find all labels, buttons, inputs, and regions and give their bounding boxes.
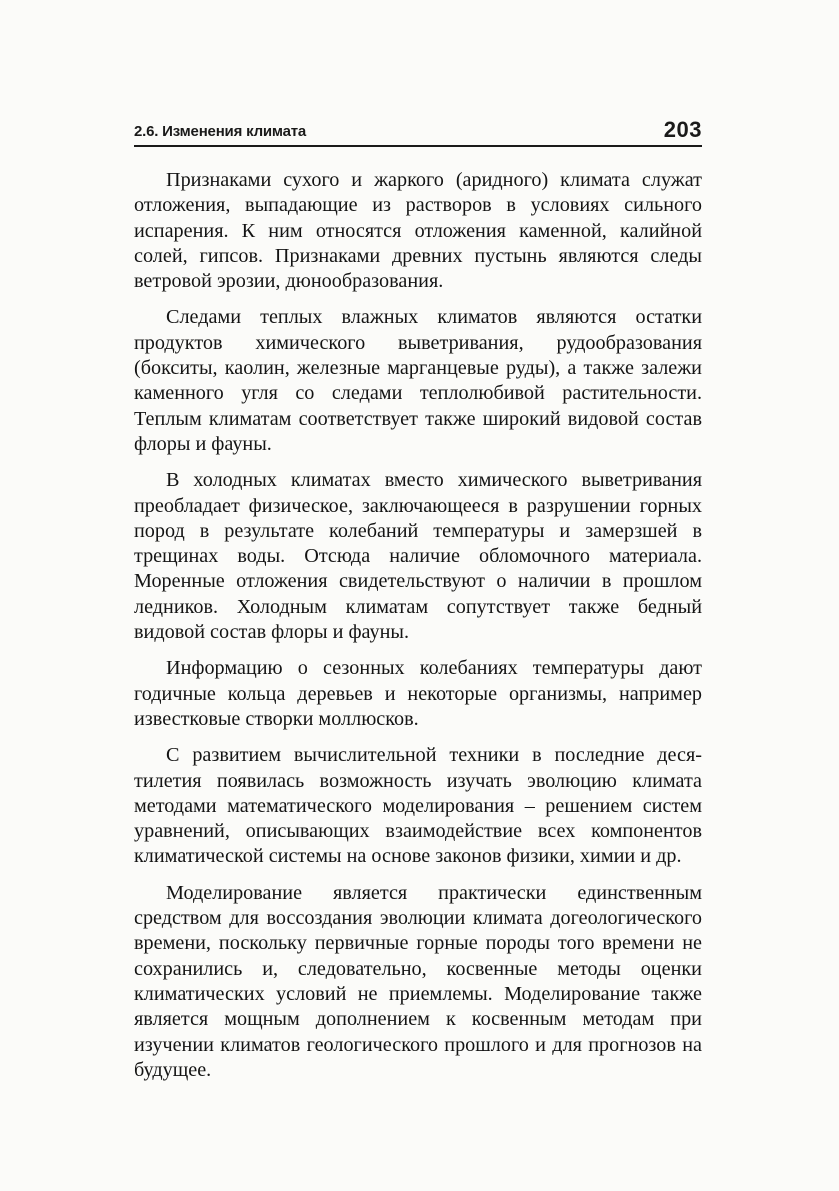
body-text <box>134 168 702 1083</box>
page-number: 203 <box>663 117 702 142</box>
paragraph-warm-humid-climate: Следами теплых влажных климатов являются остатки продуктов химического выветривания, рудообразования (бокситы, каолин, железные марганцевые руды), а также залежи каменного угля со следами теплолюбивой растительности. Теплым климатам соответствует также широкий видовой состав флоры и фауны. <box>134 306 702 455</box>
running-header <box>134 115 702 147</box>
paragraph-seasonal-fluctuations: Информацию о сезонных колебаниях температуры дают годичные кольца деревьев и некоторые организмы, например известковые створки моллюсков. <box>134 657 702 730</box>
paragraph-computer-modeling: С развитием вычислительной техники в последние десятилетия появилась возможность изучать эволюцию климата методами математического моделирования – решением систем уравнений, описывающих взаимодействие всех компонентов климатической системы на основе законов физики, химии и др. <box>134 744 702 868</box>
section-title: 2.6. Изменения климата <box>134 123 307 140</box>
paragraph-arid-climate: Признаками сухого и жаркого (аридного) климата служат отложения, выпадающие из растворов в условиях сильного испарения. К ним относятся отложения каменной, калийной солей, гипсов. Признаками древних пустынь являются следы ветровой эрозии, дюнообразования. <box>134 169 702 293</box>
paragraph-cold-climate: В холодных климатах вместо химического выветривания преобладает физическое, заключающееся в разрушении горных пород в результате колебаний температуры и замерзшей в трещинах воды. Отсюда наличие обломочного материала. Моренные отложения свидетельствуют о наличии в прошлом ледников. Холодным климатам сопутствует также бедный видовой состав флоры и фауны. <box>134 469 702 644</box>
paragraph-modeling-role: Моделирование является практически единственным средством для воссоздания эволюции климата догеологического времени, поскольку первичные горные породы того времени не сохранились и, следовательно, косвенные методы оценки климатических условий не приемлемы. Моделирование также является мощным дополнением к косвенным методам при изучении климатов геологического прошлого и для прогнозов на будущее. <box>134 881 702 1081</box>
